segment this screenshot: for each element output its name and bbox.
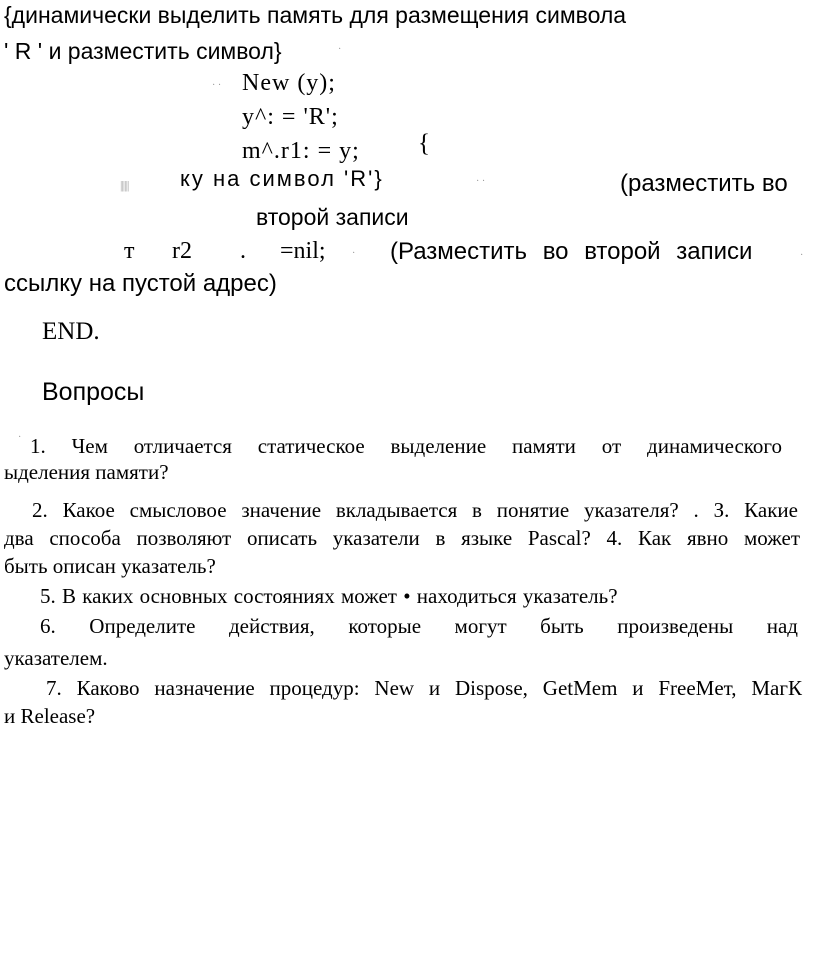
code-comment-fragment: ку на символ 'R'}	[180, 166, 384, 191]
code-comment-right: (разместить во	[620, 170, 788, 197]
question-6-line-1: 6. Определите действия, которые могут быть произведены над	[40, 614, 798, 638]
code-nil-comment-continuation: ссылку на пустой адрес)	[4, 270, 277, 297]
code-comment-continuation: второй записи	[256, 204, 409, 230]
code-nil-dot: .	[240, 238, 246, 264]
code-line-assign-char: y^: = 'R';	[242, 104, 339, 130]
scan-speck: · ·	[476, 176, 486, 187]
scan-speck: ·	[18, 432, 22, 443]
question-6-line-2: указателем.	[4, 646, 108, 670]
scan-speck: · ·	[212, 80, 222, 91]
code-line-new: New (y);	[242, 70, 336, 96]
question-7-line-1: 7. Каково назначение процедур: New и Dispose, GetMem и FreeMeт, МагК	[46, 676, 802, 700]
code-nil-comment: (Разместить во второй записи	[390, 238, 753, 265]
questions-heading: Вопросы	[42, 378, 145, 406]
intro-line-2: ' R ' и разместить символ}	[4, 38, 282, 64]
scan-speck: ·	[338, 44, 342, 55]
intro-line-1: {динамически выделить память для размещения символа	[4, 2, 627, 28]
scan-speck: ·	[800, 250, 804, 261]
question-1-line-2: ыделения памяти?	[4, 460, 169, 484]
code-comment-brace: {	[418, 130, 430, 157]
question-2-line-2: два способа позволяют описать указатели в языке Pascal? 4. Как явно может	[4, 526, 800, 550]
code-end: END.	[42, 318, 100, 345]
code-nil-r2: r2	[172, 238, 192, 264]
code-nil-t: т	[124, 238, 135, 264]
question-5: 5. В каких основных состояниях может • находиться указатель?	[40, 584, 618, 608]
question-2-line-3: быть описан указатель?	[4, 554, 216, 578]
question-7-line-2: и Release?	[4, 704, 96, 728]
code-nil-assign: =nil;	[280, 238, 326, 264]
question-2-line-1: 2. Какое смысловое значение вкладывается в понятие указателя? . З. Какие	[32, 498, 798, 522]
code-line-assign-link: m^.r1: = y;	[242, 138, 360, 164]
scan-speck: ·	[352, 248, 356, 259]
scan-speck: ||||||	[120, 178, 129, 192]
question-1-line-1: 1. Чем отличается статическое выделение памяти от динамического	[30, 434, 782, 458]
